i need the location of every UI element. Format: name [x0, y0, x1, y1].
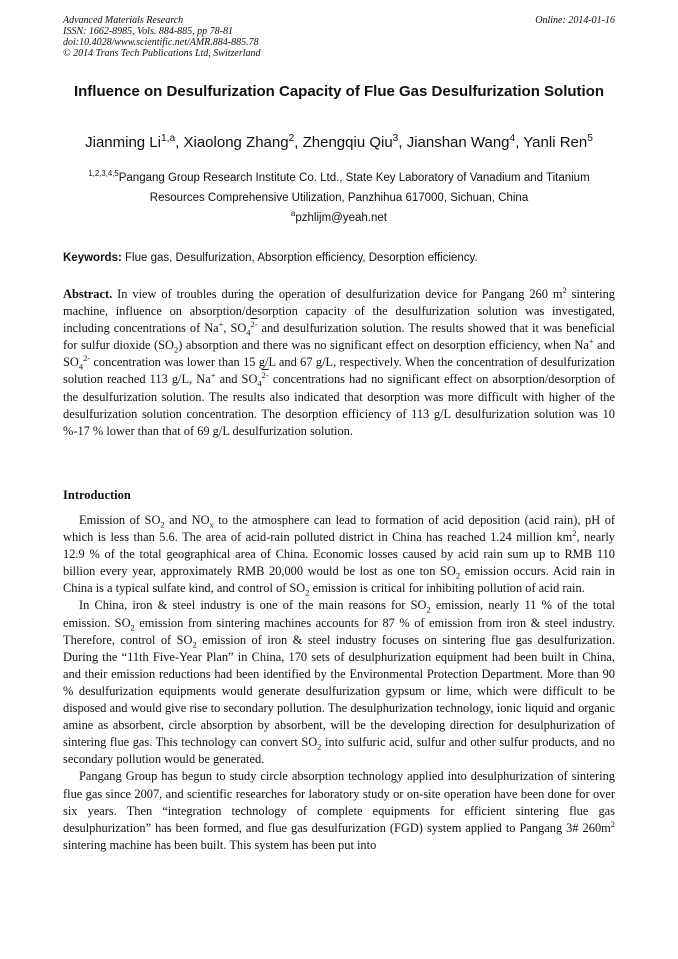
abstract: Abstract. In view of troubles during the operation of desulfurization device for Pangang 260 $m^2$ sintering machine, influence on absorption/desorption capacity of the desulfurization solution was investigated, including concentrations of Na+, $SO_4^{2-}$ and desulfurization solution. The results showed that it was beneficial for sulfur dioxide $(SO_2)$ absorption and there was no significant effect on desorption efficiency, when Na+ and $SO_4^{2-}$ concentration was lower than 15 g/L and 67 g/L, respectively. When the concentration of desulfurization solution reached 113 g/L, Na+ and $SO_4^{2-}$ concentrations had no significant effect on absorption/desorption of the desulfurization solution. The results also indicated that desorption was more difficult with higher of the desulfurization solution concentration. The desorption efficiency of 113 g/L desulfurization solution was 10 %-17 % lower than that of 69 g/L desulfurization solution.: [63, 284, 616, 438]
keywords-text: Flue gas, Desulfurization, Absorption efficiency, Desorption efficiency.: [125, 252, 478, 264]
journal-info: [63, 15, 615, 59]
affiliation-line-1: $^{1,2,3,4,5}$Pangang Group Research Institute Co. Ltd., State Key Laboratory of Vanadium and Titanium: [88, 169, 590, 184]
author-email[interactable]: [63, 210, 615, 226]
author-name: Xiaolong Zhang: [183, 134, 289, 151]
keywords: [63, 250, 615, 266]
journal-doi[interactable]: doi:10.4028/www.scientific.net/AMR.884-885.78: [63, 37, 259, 48]
author-affil-mark: 2: [288, 133, 295, 144]
author-list: Jianming Li$^{1,a}$, Xiaolong Zhang$^2$, Zhengqiu Qiu$^3$, Jianshan Wang$^4$, Yanli Ren$^5$: [85, 133, 593, 151]
keywords-label: Keywords:: [63, 252, 122, 264]
author-name: Jianshan Wang: [406, 134, 510, 151]
author-affil-mark: 1,a: [160, 133, 176, 144]
journal-copyright: © 2014 Trans Tech Publications Ltd, Switzerland: [63, 48, 261, 59]
abstract-label: Abstract.: [63, 287, 113, 301]
introduction-body: [63, 512, 615, 854]
email-address[interactable]: pzhlijm@yeah.net: [295, 212, 387, 224]
journal-issn: ISSN: 1662-8985, Vols. 884-885, pp 78-81: [63, 26, 233, 37]
intro-paragraph-1: Emission of $SO_2$ and $NO_x$ to the atmosphere can lead to formation of acid deposition (acid rain), pH of which is less than 5.6. The area of acid-rain polluted district in China has reached 1.24 million $km^2$, nearly 12.9 % of the total geographical area of China. Economic losses caused by acid rain sum up to RMB 110 billion every year, approximately RMB 20,000 would be lost as one ton $SO_2$ emission occurs. Acid rain in China is a typical sulfate kind, and control of $SO_2$ emission is critical for inhibiting pollution of acid rain.: [63, 513, 616, 598]
affiliation-mark: 1,2,3,4,5: [88, 169, 119, 179]
journal-name: Advanced Materials Research: [63, 15, 184, 26]
author-affil-mark: 3: [392, 133, 399, 144]
online-date: Online: 2014-01-16: [535, 15, 615, 26]
affiliation-line-2: Resources Comprehensive Utilization, Panzhihua 617000, Sichuan, China: [149, 192, 529, 204]
author-affil-mark: 4: [509, 133, 516, 144]
intro-paragraph-2: In China, iron & steel industry is one of the main reasons for $SO_2$ emission, nearly 11 % of the total emission. $SO_2$ emission from sintering machines accounts for 87 % of emission from iron & steel industry. Therefore, control of $SO_2$ emission of iron & steel industry focuses on sintering flue gas desulfurization. During the “11th Five-Year Plan” in China, 170 sets of desulphurization equipment had been built in China, and their emission reductions had been identified by the Environmental Protection Department. More than 90 % desulfurization equipments would generate desulfurization gypsum or lime, which were difficult to be disposed and would give rise to secondary pollution. The desulphurization technology, ionic liquid and organic amine as absorbent, circle absorption by absorbent, will be the developing direction for desulphurization of sintering flue gas. This technology can convert $SO_2$ into sulfuric acid, sulfur and other sulfur products, and no secondary pollution would be generated.: [63, 598, 616, 767]
author-name: Jianming Li: [85, 134, 161, 151]
introduction-heading: Introduction: [63, 488, 131, 502]
paper-title: Influence on Desulfurization Capacity of Flue Gas Desulfurization Solution: [73, 83, 605, 100]
email-mark: a: [291, 209, 296, 219]
author-affil-mark: 5: [587, 133, 593, 144]
author-name: Zhengqiu Qiu: [302, 134, 393, 151]
affiliation: [63, 168, 615, 208]
running-header: [63, 15, 615, 59]
author-name: Yanli Ren: [523, 134, 588, 151]
intro-paragraph-3: Pangang Group has begun to study circle absorption technology applied into desulphurization of sintering flue gas since 2007, and scientific researches for laboratory study or on-site operation have been done for over six years. Then “integration technology of complete equipments for efficient sintering flue gas desulphurization” has been formed, and flue gas desulfurization (FGD) system applied to Pangang 3# $260m^2$ sintering machine has been built. This system has been put into: [63, 769, 615, 852]
